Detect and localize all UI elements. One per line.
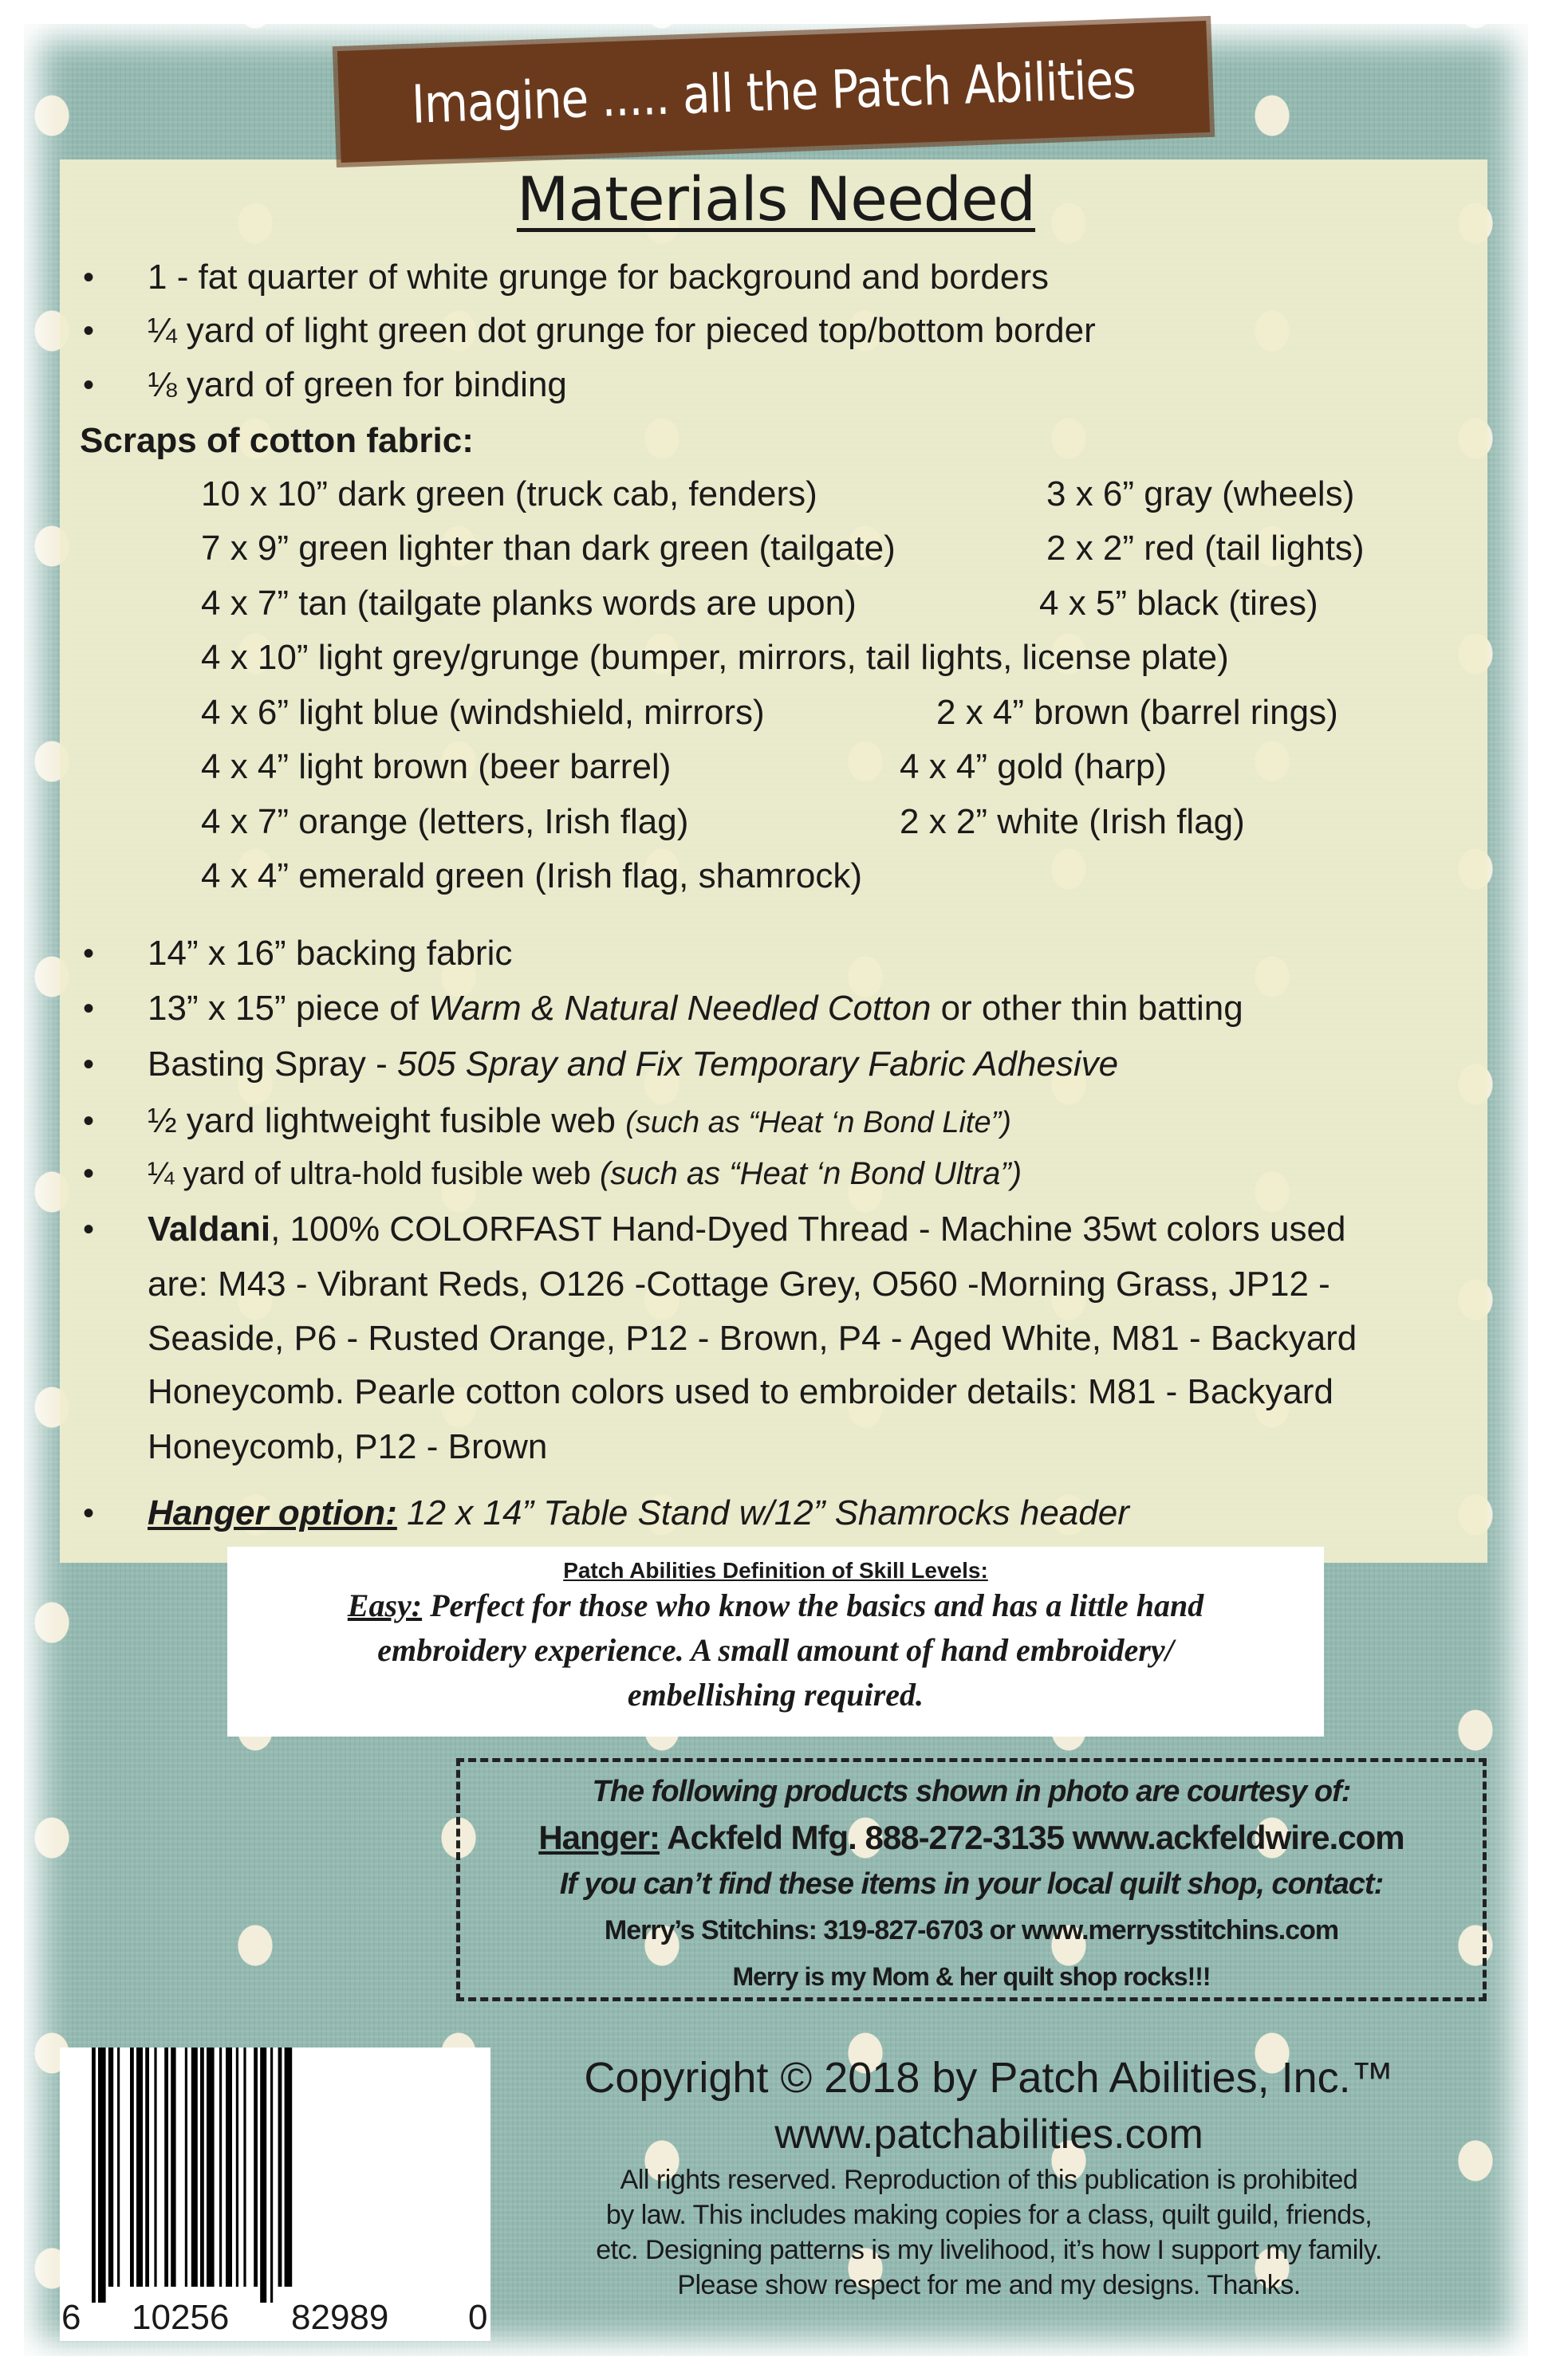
barcode-bar bbox=[207, 2048, 215, 2287]
skill-text: embroidery experience. A small amount of hand embroidery/ bbox=[377, 1632, 1174, 1668]
website-link[interactable]: www.patchabilities.com bbox=[774, 2111, 1203, 2158]
list-item-continued: Honeycomb. Pearle cotton colors used to embroider details: M81 - Backyard bbox=[148, 1372, 1333, 1411]
scrap-item: 10 x 10” dark green (truck cab, fenders) bbox=[201, 474, 817, 513]
scrap-item: 4 x 10” light grey/grunge (bumper, mirrors, tail lights, license plate) bbox=[201, 638, 1229, 677]
barcode-bar bbox=[98, 2048, 106, 2303]
list-item bbox=[148, 1099, 1011, 1145]
skill-level-box bbox=[227, 1547, 1324, 1737]
text: ½ yard lightweight fusible web bbox=[148, 1101, 626, 1140]
text: , 100% COLORFAST Hand-Dyed Thread - Machine 35wt colors used bbox=[270, 1210, 1346, 1249]
bullet: • bbox=[83, 936, 95, 971]
courtesy-intro: The following products shown in photo are courtesy of: bbox=[592, 1775, 1351, 1808]
courtesy-contact: If you can’t find these items in your local quilt shop, contact: bbox=[559, 1867, 1384, 1901]
bullet: • bbox=[83, 991, 95, 1026]
bullet: • bbox=[83, 368, 95, 403]
list-item-continued: Honeycomb, P12 - Brown bbox=[148, 1427, 548, 1466]
list-item-continued: Seaside, P6 - Rusted Orange, P12 - Brown, P4 - Aged White, M81 - Backyard bbox=[148, 1319, 1357, 1358]
barcode-digits: 10256 bbox=[132, 2298, 230, 2337]
bullet: • bbox=[83, 1103, 95, 1139]
list-item bbox=[148, 1207, 1345, 1252]
brand: Valdani bbox=[148, 1210, 271, 1249]
barcode bbox=[60, 2048, 490, 2341]
barcode-bar bbox=[145, 2048, 149, 2287]
notice-text: All rights reserved. Reproduction of this publication is prohibited bbox=[620, 2165, 1358, 2195]
copyright-line: Copyright © 2018 by Patch Abilities, Inc.™ bbox=[584, 2054, 1394, 2102]
barcode-bars bbox=[92, 2048, 467, 2303]
bullet: • bbox=[83, 1047, 95, 1082]
bullet: • bbox=[83, 1212, 95, 1247]
scrap-item: 4 x 5” black (tires) bbox=[1039, 584, 1318, 623]
text: 12 x 14” Table Stand w/12” Shamrocks header bbox=[396, 1493, 1129, 1532]
product-name: (such as “Heat ‘n Bond Ultra”) bbox=[599, 1156, 1022, 1191]
list-item: ⅛ yard of green for binding bbox=[148, 365, 567, 404]
notice-text: etc. Designing patterns is my livelihood, it’s how I support my family. bbox=[596, 2235, 1382, 2265]
bullet: • bbox=[83, 1156, 95, 1191]
text: 13” x 15” piece of bbox=[148, 989, 429, 1028]
barcode-bar bbox=[219, 2048, 222, 2287]
list-item-continued: are: M43 - Vibrant Reds, O126 -Cottage Grey, O560 -Morning Grass, JP12 - bbox=[148, 1265, 1330, 1304]
text: Perfect for those who know the basics and has a little hand bbox=[422, 1587, 1204, 1623]
list-item bbox=[148, 986, 1243, 1031]
tagline: Imagine ..... all the Patch Abilities bbox=[411, 48, 1136, 136]
scrap-item: 4 x 4” light brown (beer barrel) bbox=[201, 747, 672, 786]
list-item bbox=[148, 1151, 1022, 1196]
courtesy-box bbox=[456, 1758, 1487, 2001]
product-name: Warm & Natural Needled Cotton bbox=[428, 989, 932, 1028]
page-title bbox=[0, 163, 1552, 234]
barcode-bar bbox=[164, 2048, 168, 2287]
scrap-item: 2 x 2” red (tail lights) bbox=[1046, 529, 1365, 568]
list-item: 14” x 16” backing fabric bbox=[148, 934, 513, 973]
barcode-bar bbox=[236, 2048, 238, 2287]
barcode-bar bbox=[270, 2048, 273, 2303]
barcode-bar bbox=[185, 2048, 187, 2287]
barcode-digit: 0 bbox=[468, 2298, 488, 2337]
barcode-bar bbox=[117, 2048, 120, 2287]
list-item bbox=[148, 1491, 1129, 1536]
barcode-bar bbox=[254, 2048, 258, 2287]
barcode-bar bbox=[191, 2048, 198, 2287]
hanger-source bbox=[460, 1815, 1483, 1861]
barcode-bar bbox=[154, 2048, 156, 2287]
list-item bbox=[148, 1042, 1118, 1087]
scrap-item: 4 x 7” tan (tailgate planks words are upon) bbox=[201, 584, 857, 623]
text: Basting Spray - bbox=[148, 1044, 398, 1084]
text: or other thin batting bbox=[931, 989, 1243, 1028]
skill-text bbox=[227, 1583, 1324, 1628]
text: ¼ yard of ultra-hold fusible web bbox=[148, 1156, 600, 1191]
barcode-bar bbox=[285, 2048, 293, 2287]
barcode-bar bbox=[130, 2048, 134, 2287]
scrap-item: 4 x 6” light blue (windshield, mirrors) bbox=[201, 693, 765, 732]
scraps-heading: Scraps of cotton fabric: bbox=[80, 421, 474, 460]
scrap-item: 3 x 6” gray (wheels) bbox=[1046, 474, 1355, 513]
scrap-item: 2 x 2” white (Irish flag) bbox=[900, 802, 1245, 841]
scrap-item: 2 x 4” brown (barrel rings) bbox=[936, 693, 1338, 732]
bullet: • bbox=[83, 313, 95, 348]
scrap-item: 7 x 9” green lighter than dark green (tailgate) bbox=[201, 529, 896, 568]
list-item: ¼ yard of light green dot grunge for pieced top/bottom border bbox=[148, 311, 1096, 350]
barcode-bar bbox=[200, 2048, 204, 2287]
merry-stitchins: Merry’s Stitchins: 319-827-6703 or www.merrysstitchins.com bbox=[604, 1915, 1339, 1945]
skill-heading: Patch Abilities Definition of Skill Levels: bbox=[563, 1558, 988, 1583]
product-name: (such as “Heat ‘n Bond Lite”) bbox=[625, 1106, 1011, 1139]
courtesy-note: Merry is my Mom & her quilt shop rocks!!! bbox=[732, 1962, 1211, 1991]
notice-text: by law. This includes making copies for a class, quilt guild, friends, bbox=[605, 2200, 1373, 2230]
bullet: • bbox=[83, 1496, 95, 1531]
scrap-item: 4 x 7” orange (letters, Irish flag) bbox=[201, 802, 689, 841]
list-item: 1 - fat quarter of white grunge for background and borders bbox=[148, 258, 1050, 297]
barcode-bar bbox=[108, 2048, 113, 2287]
barcode-digit: 6 bbox=[61, 2298, 81, 2337]
barcode-bar bbox=[92, 2048, 96, 2303]
scrap-item: 4 x 4” emerald green (Irish flag, shamrock) bbox=[201, 856, 862, 895]
notice-text: Please show respect for me and my designs. Thanks. bbox=[677, 2270, 1301, 2300]
barcode-bar bbox=[226, 2048, 232, 2287]
label: Hanger: bbox=[538, 1819, 660, 1856]
barcode-bar bbox=[278, 2048, 282, 2287]
text: Ackfeld Mfg. 888-272-3135 www.ackfeldwire.com bbox=[660, 1819, 1404, 1856]
scrap-item: 4 x 4” gold (harp) bbox=[900, 747, 1168, 786]
barcode-bar bbox=[260, 2048, 266, 2303]
skill-text: embellishing required. bbox=[627, 1677, 924, 1713]
title-text: Materials Needed bbox=[516, 163, 1036, 234]
label: Hanger option: bbox=[148, 1493, 397, 1532]
barcode-bar bbox=[243, 2048, 246, 2287]
skill-level: Easy: bbox=[347, 1587, 423, 1623]
copyright-block bbox=[510, 2049, 1467, 2303]
barcode-digits: 82989 bbox=[291, 2298, 389, 2337]
product-name: 505 Spray and Fix Temporary Fabric Adhesive bbox=[397, 1044, 1119, 1084]
bullet: • bbox=[83, 260, 95, 295]
barcode-bar bbox=[171, 2048, 175, 2287]
barcode-bar bbox=[136, 2048, 143, 2287]
